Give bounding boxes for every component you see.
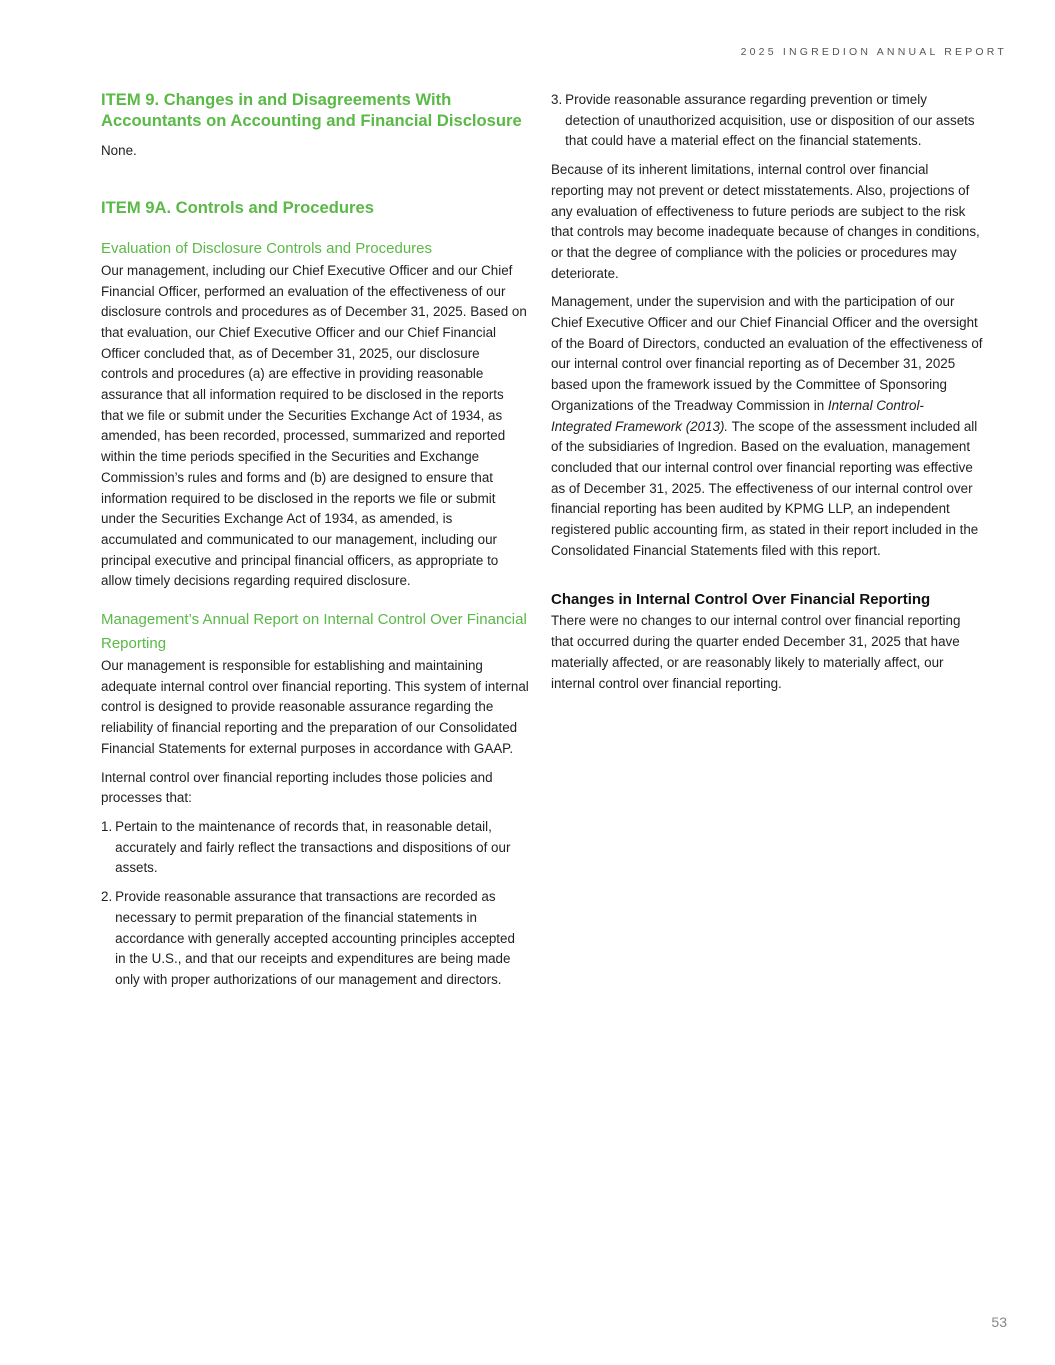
- framework-title: Internal Control-Integrated Framework (2013).: [551, 397, 924, 434]
- page-number: 53: [991, 1314, 1007, 1330]
- changes-body: There were no changes to our internal control over financial reporting that occurred during the quarter ended December 31, 2025 that have materially affected, or are reasonably likely to materially affect, our internal control over financial reporting.: [551, 613, 961, 691]
- evaluation-body: Our management, including our Chief Executive Officer and our Chief Financial Officer, performed an evaluation of the effectiveness of our disclosure controls and procedures as of December 31, 2025. Based on that evaluation, our Chief Executive Officer and our Chief Financial Officer concluded that, as of December 31, 2025, our disclosure controls and procedures (a) are effective in providing reasonable assurance that all information required to be disclosed in the reports that we file or submit under the Securities Exchange Act of 1934, as amended, has been recorded, processed, summarized and reported within the time periods specified in the Securities and Exchange Commission’s rules and forms and (b) are designed to ensure that information required to be disclosed in the reports we file or submit under the Securities Exchange Act of 1934, as amended, is accumulated and communicated to our management, including our principal executive and principal financial officers, as appropriate to allow timely decisions regarding required disclosure.: [101, 262, 527, 589]
- para-4-text-after: The scope of the assessment included all of the subsidiaries of Ingredion. Based on the evaluation, management concluded that our internal control over financial reporting was effective as of December 31, 2025. The effectiveness of our internal control over financial reporting has been audited by KPMG LLP, an independent registered public accounting firm, as stated in their report included in the Consolidated Financial Statements filed with this report.: [551, 418, 979, 558]
- mgmt-report-para-2: Internal control over financial reporting includes those policies and processes that:: [101, 769, 493, 806]
- item-9-body: None.: [101, 143, 137, 159]
- right-column: [551, 90, 983, 694]
- list-item-3: [551, 90, 983, 152]
- list-item-number: 1.: [101, 818, 113, 834]
- list-item-text: Provide reasonable assurance that transactions are recorded as necessary to permit preparation of the financial statements in accordance with generally accepted accounting principles accepted in the U.S., and that our receipts and expenditures are being made only with proper authorizations of our management and directors.: [115, 889, 515, 987]
- left-column: [101, 90, 529, 991]
- mgmt-report-para-4: [551, 292, 983, 561]
- item-9a-heading: ITEM 9A. Controls and Procedures: [101, 198, 374, 218]
- mgmt-report-para-3: Because of its inherent limitations, internal control over financial reporting may not prevent or detect misstatements. Also, projections of any evaluation of effectiveness to future periods are subject to the risk that controls may become inadequate because of changes in conditions, or that the degree of compliance with the policies or procedures may deteriorate.: [551, 162, 980, 281]
- list-item-number: 2.: [101, 889, 113, 905]
- list-item-text: Provide reasonable assurance regarding prevention or timely detection of unauthorized acquisition, use or disposition of our assets that could have a material effect on the financial statements.: [565, 92, 975, 149]
- changes-heading: Changes in Internal Control Over Financial Reporting: [551, 591, 931, 609]
- item-9-heading: ITEM 9. Changes in and Disagreements With Accountants on Accounting and Financial Disclosure: [101, 90, 522, 130]
- list-item-text: Pertain to the maintenance of records that, in reasonable detail, accurately and fairly reflect the transactions and dispositions of our assets.: [115, 818, 511, 876]
- list-item-number: 3.: [551, 92, 563, 107]
- para-4-text-before: Management, under the supervision and with the participation of our Chief Executive Officer and our Chief Financial Officer and the oversight of the Board of Directors, conducted an evaluation of the effectiveness of our internal control over financial reporting as of December 31, 2025 based upon the framework issued by the Committee of Sponsoring Organizations of the Treadway Commission in: [551, 294, 983, 413]
- list-item-1: [101, 817, 529, 879]
- running-header: 2025 INGREDION ANNUAL REPORT: [740, 46, 1007, 58]
- evaluation-heading: Evaluation of Disclosure Controls and Procedures: [101, 239, 433, 257]
- mgmt-report-para-1: Our management is responsible for establishing and maintaining adequate internal control over financial reporting. This system of internal control is designed to provide reasonable assurance regarding the reliability of financial reporting and the preparation of our Consolidated Financial Statements for external purposes in accordance with GAAP.: [101, 658, 529, 756]
- list-item-2: [101, 887, 529, 991]
- mgmt-report-heading: Management’s Annual Report on Internal Control Over Financial Reporting: [101, 611, 527, 653]
